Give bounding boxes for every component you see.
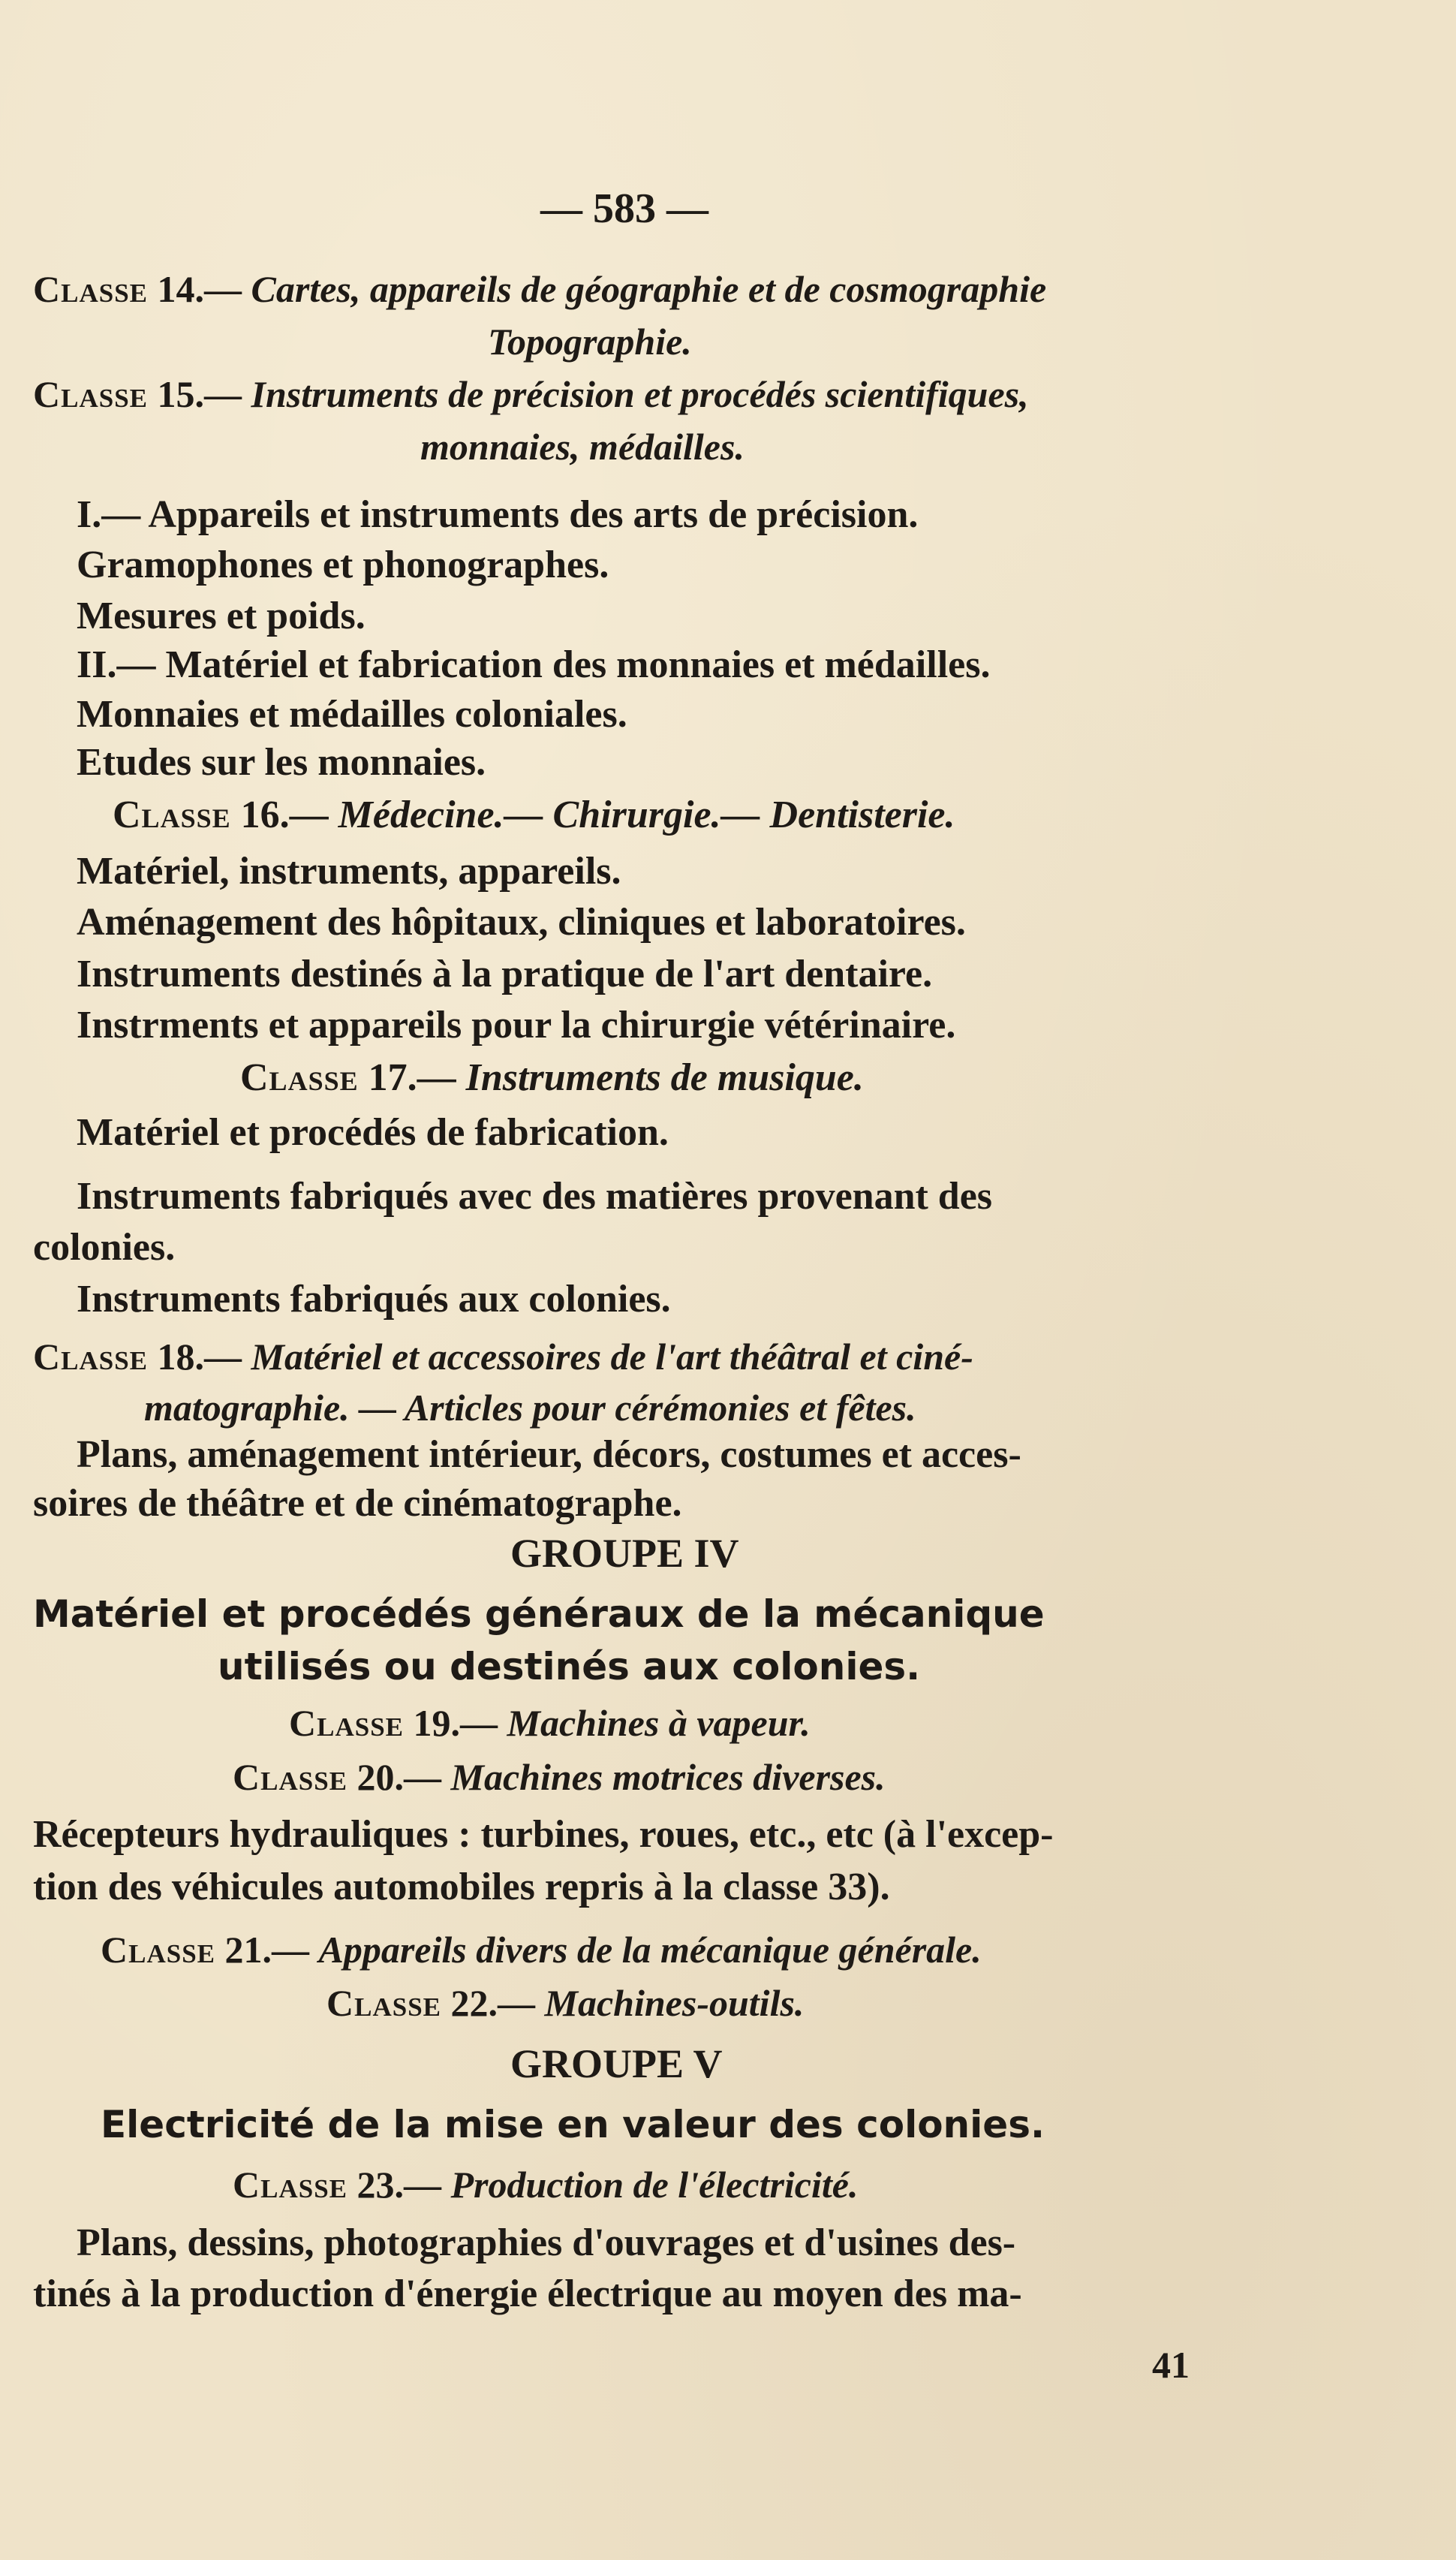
class-label: Classe bbox=[289, 1702, 405, 1744]
class-label: Classe bbox=[101, 1929, 216, 1971]
group-iv-heading: GROUPE IV bbox=[510, 1531, 739, 1576]
class-17-heading bbox=[240, 1056, 864, 1099]
class-15-heading bbox=[33, 375, 1029, 413]
class-title: Médecine.— Chirurgie.— Dentisterie. bbox=[338, 794, 955, 836]
class-18-subtitle: matographie. — Articles pour cérémonies et fêtes. bbox=[144, 1387, 916, 1429]
text-line: Instrments et appareils pour la chirurgie vétérinaire. bbox=[77, 1004, 956, 1047]
text-line: Récepteurs hydrauliques : turbines, roues, etc., etc (à l'excep- bbox=[33, 1813, 1054, 1856]
text-line: Instruments destinés à la pratique de l'art dentaire. bbox=[77, 953, 933, 995]
class-number: 22.— bbox=[450, 1982, 536, 2024]
class-title: Production de l'électricité. bbox=[450, 2164, 859, 2206]
signature-mark: 41 bbox=[1152, 2344, 1190, 2386]
text-line: Mesures et poids. bbox=[77, 595, 366, 637]
class-number: 16.— bbox=[240, 794, 329, 836]
group-v-title: Electricité de la mise en valeur des colonies. bbox=[101, 2103, 1045, 2146]
class-14-subtitle: Topographie. bbox=[488, 321, 692, 363]
text-line: Plans, dessins, photographies d'ouvrages et d'usines des- bbox=[77, 2221, 1016, 2264]
text-line: Gramophones et phonographes. bbox=[77, 544, 609, 586]
text-line: I.— Appareils et instruments des arts de précision. bbox=[77, 493, 919, 536]
class-number: 21.— bbox=[224, 1929, 310, 1971]
group-v-heading: GROUPE V bbox=[510, 2041, 723, 2086]
class-label: Classe bbox=[240, 1056, 359, 1099]
class-14-heading bbox=[33, 270, 1046, 308]
class-title: Instruments de musique. bbox=[465, 1056, 864, 1099]
class-title: Cartes, appareils de géographie et de cosmographie bbox=[251, 268, 1047, 310]
class-18-heading bbox=[33, 1336, 973, 1378]
text-line: soires de théâtre et de cinématographe. bbox=[33, 1482, 682, 1525]
text-line: Monnaies et médailles coloniales. bbox=[77, 693, 627, 736]
text-line: Aménagement des hôpitaux, cliniques et laboratoires. bbox=[77, 901, 966, 944]
class-16-heading bbox=[113, 796, 955, 835]
class-number: 23.— bbox=[356, 2164, 442, 2206]
class-label: Classe bbox=[326, 1982, 442, 2024]
page-number: — 583 — bbox=[540, 185, 708, 232]
class-label: Classe bbox=[33, 268, 149, 310]
class-title: Instruments de précision et procédés scientifiques, bbox=[251, 373, 1029, 415]
text-line: Matériel, instruments, appareils. bbox=[77, 850, 621, 893]
text-line: Etudes sur les monnaies. bbox=[77, 741, 486, 784]
text-line: II.— Matériel et fabrication des monnaies et médailles. bbox=[77, 643, 991, 686]
class-title: Appareils divers de la mécanique générale. bbox=[318, 1929, 982, 1971]
class-20-heading bbox=[233, 1758, 886, 1796]
text-line: Instruments fabriqués avec des matières provenant des bbox=[77, 1175, 993, 1218]
text-line: Instruments fabriqués aux colonies. bbox=[77, 1278, 671, 1321]
class-title: Machines-outils. bbox=[544, 1982, 805, 2024]
text-line: tinés à la production d'énergie électrique au moyen des ma- bbox=[33, 2272, 1022, 2315]
group-iv-title-line-1: Matériel et procédés généraux de la mécanique bbox=[33, 1592, 1045, 1636]
text-line: colonies. bbox=[33, 1226, 176, 1269]
class-number: 20.— bbox=[356, 1756, 442, 1798]
class-label: Classe bbox=[233, 2164, 348, 2206]
class-21-heading bbox=[101, 1929, 982, 1971]
class-label: Classe bbox=[233, 1756, 348, 1798]
group-iv-title-line-2: utilisés ou destinés aux colonies. bbox=[218, 1645, 921, 1688]
class-label: Classe bbox=[33, 1336, 149, 1378]
class-label: Classe bbox=[33, 373, 149, 415]
text-line: Matériel et procédés de fabrication. bbox=[77, 1111, 669, 1154]
class-19-heading bbox=[289, 1704, 811, 1742]
class-number: 17.— bbox=[368, 1056, 456, 1099]
class-number: 15.— bbox=[157, 373, 242, 415]
class-title: Machines motrices diverses. bbox=[450, 1756, 886, 1798]
class-title: Machines à vapeur. bbox=[507, 1702, 811, 1744]
class-number: 14.— bbox=[157, 268, 242, 310]
class-label: Classe bbox=[113, 794, 231, 836]
text-line: tion des véhicules automobiles repris à la classe 33). bbox=[33, 1866, 890, 1908]
class-title: Matériel et accessoires de l'art théâtral et ciné- bbox=[251, 1336, 973, 1378]
class-22-heading bbox=[326, 1984, 804, 2022]
class-number: 18.— bbox=[157, 1336, 242, 1378]
class-15-subtitle: monnaies, médailles. bbox=[420, 426, 745, 468]
text-line: Plans, aménagement intérieur, décors, costumes et acces- bbox=[77, 1433, 1021, 1476]
class-23-heading bbox=[233, 2164, 859, 2206]
class-number: 19.— bbox=[413, 1702, 498, 1744]
